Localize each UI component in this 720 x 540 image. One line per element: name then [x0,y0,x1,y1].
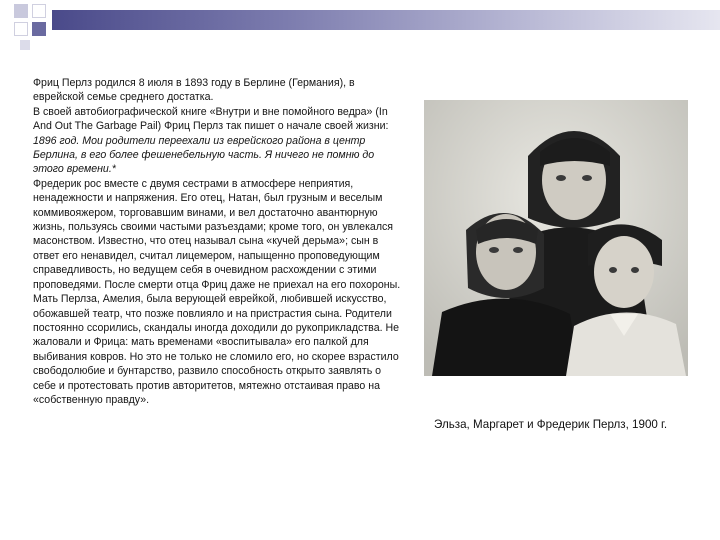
header-decor-square [20,40,30,50]
header-decor-square [14,4,28,18]
paragraph-birth: Фриц Перлз родился 8 июля в 1893 году в Берлине (Германия), в еврейской семье среднего достатка. [33,77,355,104]
family-photo [424,100,688,376]
paragraph-mother: Мать Перлза, Амелия, была верующей еврейкой, любившей искусство, обожавшей театр, что позже повлияло и на пристрастия сына. Родители постоянно ссорились, скандалы иногда доходили до рукоприкладства. Не жаловали и Фрица: мать временами «воспитывала» его палкой для выбивания ковров. Но это не только не сломило его, но скорее взрастило свободолюбие и бунтарство, развило способность открыто заявлять о себе и протестовать против авторитетов, мятежно отстаивая право на «собственную правду». [33,293,400,406]
header-decor-square [14,22,28,36]
biography-text [33,76,403,407]
header-decor-square [32,22,46,36]
family-photo-image [424,100,688,376]
paragraph-autobiography: В своей автобиографической книге «Внутри и вне помойного ведра» (In And Out The Garbage Pail) Фриц Перлз так пишет о начале своей жизни: [33,105,389,133]
header-decor-square [32,4,46,18]
paragraph-father: Фредерик рос вместе с двумя сестрами в атмосфере неприятия, ненадежности и напряжения. Его отец, Натан, был грузным и веселым коммивояжером, торговавшим винами, и вел достаточно авантюрную жизнь, пользуясь своими частыми разъездами; кроме того, он увлекался масонством. Известно, что отец называл сына «кучей дерьма»; сын в ответ его ненавидел, считал лицемером, напыщенно проповедующим справедливость, но ведущем себя в очевидном расхождении с этими проповедями. После смерти отца Фриц даже не приехал на его похороны. [33,177,401,291]
header-bar [52,10,720,30]
paragraph-quote: 1896 год. Мои родители переехали из еврейского района в центр Берлина, в его более фешенебельную часть. Я ничего не помню до этого времени.* [33,134,375,176]
photo-caption: Эльза, Маргарет и Фредерик Перлз, 1900 г. [434,418,668,431]
